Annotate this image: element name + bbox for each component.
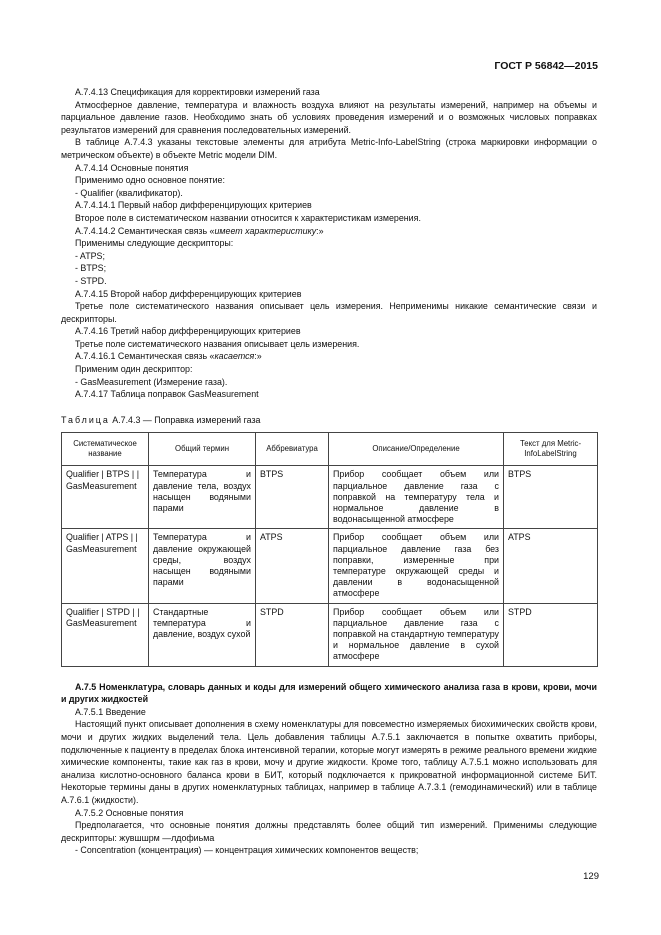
relation-suffix: :» xyxy=(254,351,262,362)
subsection-heading: А.7.4.14 Основные понятия xyxy=(75,162,189,173)
column-header: Общий термин xyxy=(149,433,256,466)
table-cell: ATPS xyxy=(504,529,598,603)
subsection-heading: А.7.5.2 Основные понятия xyxy=(75,807,184,818)
list-item: - GasMeasurement (Измерение газа). xyxy=(75,376,228,387)
list-item: - Qualifier (квалификатор). xyxy=(75,187,183,198)
paragraph: В таблице А.7.4.3 указаны текстовые элементы для атрибута Metric-Info-LabelString (строка маркировки информации о метрическом объекте) в объекте Metric модели DIM. xyxy=(61,137,597,160)
paragraph: Второе поле в систематическом названии относится к характеристикам измерения. xyxy=(75,212,421,223)
table-caption-text: А.7.4.3 — Поправка измерений газа xyxy=(109,414,261,425)
relation-prefix: А.7.4.14.2 Семантическая связь « xyxy=(75,225,215,236)
table-row xyxy=(62,529,598,603)
subsection-heading: А.7.4.16 Третий набор дифференцирующих критериев xyxy=(75,326,301,337)
column-header: Текст для Metric-InfoLabelString xyxy=(504,433,598,466)
relation-prefix: А.7.4.16.1 Семантическая связь « xyxy=(75,351,215,362)
table-cell: STPD xyxy=(504,603,598,666)
list-item: - Concentration (концентрация) — концентрация химических компонентов веществ; xyxy=(75,845,419,856)
subsection-heading: А.7.4.15 Второй набор дифференцирующих критериев xyxy=(75,288,302,299)
page-content xyxy=(61,86,597,857)
table-cell: Температура и давление тела, воздух насыщен водяными парами xyxy=(149,466,256,529)
table-cell: Qualifier | BTPS | | GasMeasurement xyxy=(62,466,149,529)
relation-italic: имеет характеристику xyxy=(214,225,317,236)
list-item: - ATPS; xyxy=(75,250,105,261)
paragraph: Третье поле систематического названия описывает цель измерения. Неприменимы никакие семантические связи и дескрипторы. xyxy=(61,301,597,324)
table-cell: Стандартные температура и давление, воздух сухой xyxy=(149,603,256,666)
table-cell: BTPS xyxy=(256,466,329,529)
subsection-heading: А.7.4.14.1 Первый набор дифференцирующих критериев xyxy=(75,200,312,211)
paragraph: Применимо одно основное понятие: xyxy=(75,175,225,186)
semantic-relation xyxy=(61,225,597,238)
subsection-heading: А.7.4.13 Спецификация для корректировки измерений газа xyxy=(75,87,320,97)
table-caption-label: Таблица xyxy=(61,414,110,425)
table-caption xyxy=(61,414,597,427)
subsection-heading: А.7.4.17 Таблица поправок GasMeasurement xyxy=(75,389,259,400)
table-cell: Прибор сообщает объем или парциальное давление газа без поправки, измеренные при температуре окружающей среды и давлении в водонасыщенной атмосфере xyxy=(329,529,504,603)
paragraph: Применимы следующие дескрипторы: xyxy=(75,238,234,249)
paragraph: Атмосферное давление, температура и влажность воздуха влияют на результаты измерений, например на объемы и парциальное давление газов. Необходимо знать об условиях проведения измерений и о возможных числовых поправках результатов измерений для сравнения последовательных измерений. xyxy=(61,99,597,135)
table-cell: Прибор сообщает объем или парциальное давление газа с поправкой на температуру тела и нормальное давление в водонасыщенной атмосфере xyxy=(329,466,504,529)
paragraph: Третье поле систематического названия описывает цель измерения. xyxy=(75,338,360,349)
list-item: - BTPS; xyxy=(75,263,107,274)
table-cell: Qualifier | ATPS | | GasMeasurement xyxy=(62,529,149,603)
list-item: - STPD. xyxy=(75,275,107,286)
table-row xyxy=(62,603,598,666)
table-cell: STPD xyxy=(256,603,329,666)
gas-correction-table xyxy=(61,432,598,666)
column-header: Аббревиатура xyxy=(256,433,329,466)
table-row xyxy=(62,466,598,529)
relation-italic: касается xyxy=(214,351,255,362)
page-number: 129 xyxy=(583,871,599,882)
paragraph: Применим один дескриптор: xyxy=(75,364,193,375)
table-cell: ATPS xyxy=(256,529,329,603)
table-cell: Прибор сообщает объем или парциальное давление газа с поправкой на стандартную температуру и нормальное давление в сухой атмосфере xyxy=(329,603,504,666)
table-cell: Qualifier | STPD | | GasMeasurement xyxy=(62,603,149,666)
section-title: А.7.5 Номенклатура, словарь данных и коды для измерений общего химического анализа газа в крови, крови, мочи и других жидкостей xyxy=(61,681,597,705)
column-header: Описание/Определение xyxy=(329,433,504,466)
subsection-heading: А.7.5.1 Введение xyxy=(75,706,146,717)
paragraph: Настоящий пункт описывает дополнения в схему номенклатуры для повсеместно измеряемых биохимических свойств крови, мочи и других жидких выделений тела. Цель добавления таблицы А.7.5.1 заключается в попытке охватить приборы, подключенные к пациенту в пределах блока интенсивной терапии, которые могут измерять в режиме реального времени жидкие химические компоненты, такие как газ в крови, мочу и другие жидкости. Кроме того, таблицу А.7.5.1 можно использовать для анализа кислотно-основного баланса крови в БИТ, который подключается к прикроватной информационной системе БИТ. Некоторые термины даны в других номенклатурных таблицах, например в таблице А.7.3.1 (гемодинамический) или в таблице А.7.6.1 (жидкости). xyxy=(61,719,597,806)
document-id: ГОСТ Р 56842—2015 xyxy=(494,60,598,72)
relation-suffix: :» xyxy=(316,225,324,236)
semantic-relation xyxy=(61,350,597,363)
paragraph: Предполагается, что основные понятия должны представлять более общий тип измерений. Применимы следующие дескрипторы: жувшшрм —лдофиьма xyxy=(61,820,597,843)
table-cell: Температура и давление окружающей среды, воздух насыщен водяными парами xyxy=(149,529,256,603)
table-header-row xyxy=(62,433,598,466)
table-cell: BTPS xyxy=(504,466,598,529)
column-header: Систематическое название xyxy=(62,433,149,466)
